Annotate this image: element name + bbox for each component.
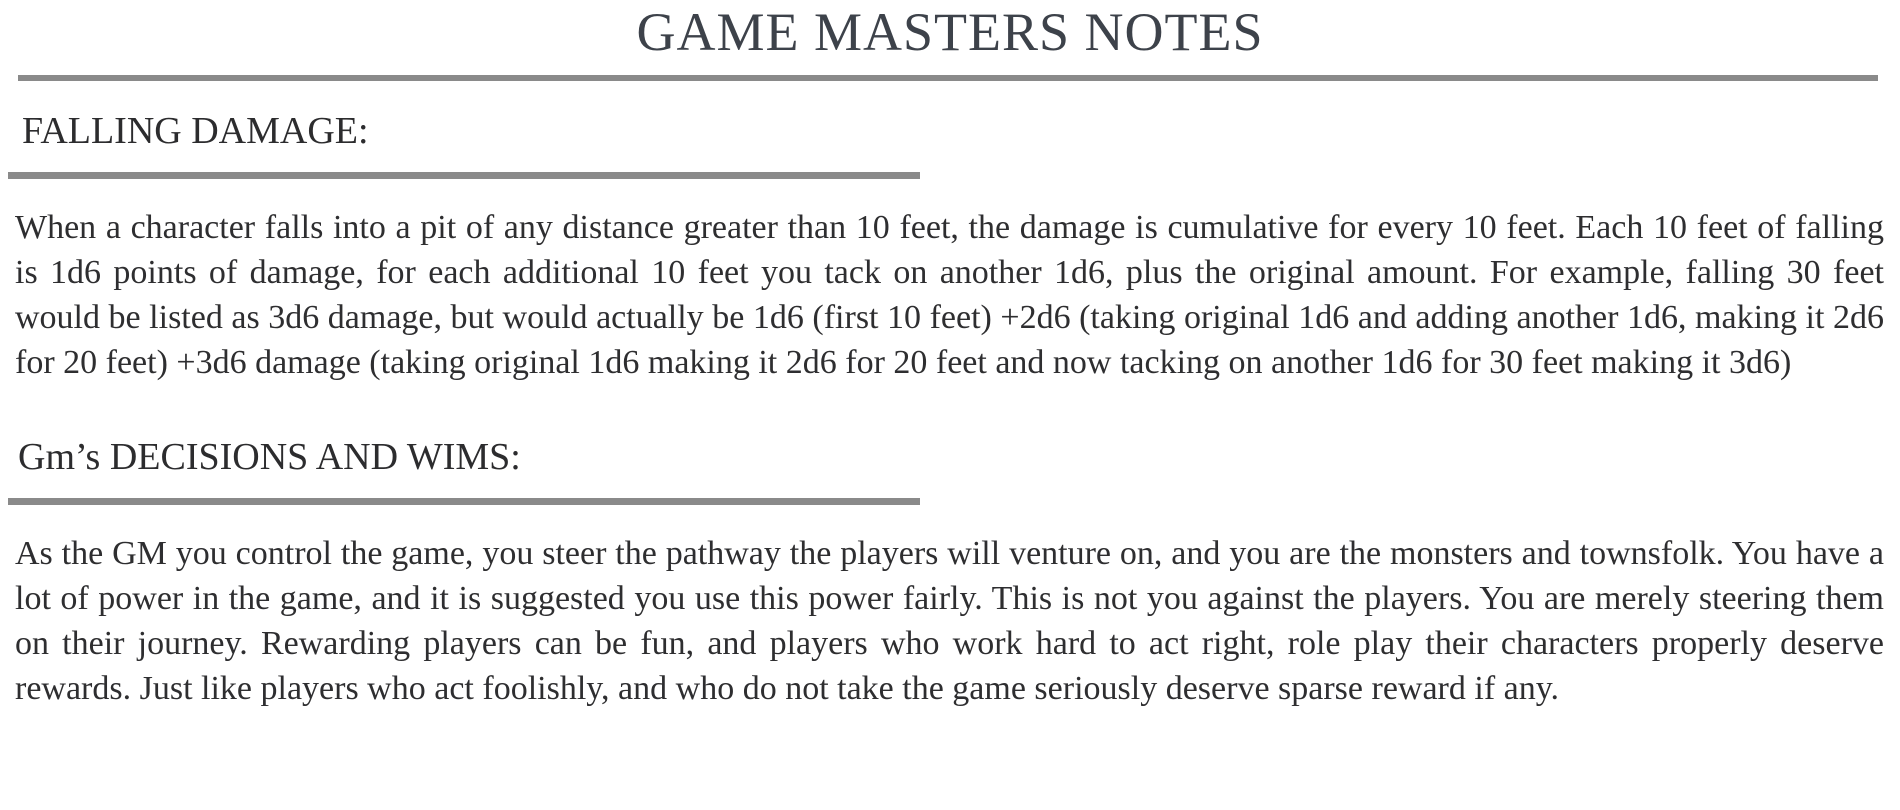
section-body-falling-damage: When a character falls into a pit of any distance greater than 10 feet, the damage is cumulative for every 10 feet. Each 10 feet of falling is 1d6 points of damage, for each additional 10 feet you tack on another 1d6, plus the original amount. For example, falling 30 feet would be listed as 3d6 damage, but would actually be 1d6 (first 10 feet) +2d6 (taking original 1d6 and adding another 1d6, making it 2d6 for 20 feet) +3d6 damage (taking original 1d6 making it 2d6 for 20 feet and now tacking on another 1d6 for 30 feet making it 3d6): [15, 209, 1884, 381]
section-heading-gm-decisions: Gm’s DECISIONS AND WIMS:: [18, 436, 521, 478]
section-divider-rule: [8, 498, 920, 505]
page-title: GAME MASTERS NOTES: [636, 2, 1264, 62]
title-divider-rule: [18, 75, 1878, 81]
section-body-gm-decisions: As the GM you control the game, you steer the pathway the players will venture on, and you are the monsters and townsfolk. You have a lot of power in the game, and it is suggested you use this power fairly. This is not you against the players. You are merely steering them on their journey. Rewarding players can be fun, and players who work hard to act right, role play their characters properly deserve rewards. Just like players who act foolishly, and who do not take the game seriously deserve sparse reward if any.: [15, 535, 1884, 707]
section-divider-rule: [8, 172, 920, 179]
section-heading-falling-damage: FALLING DAMAGE:: [22, 110, 369, 152]
